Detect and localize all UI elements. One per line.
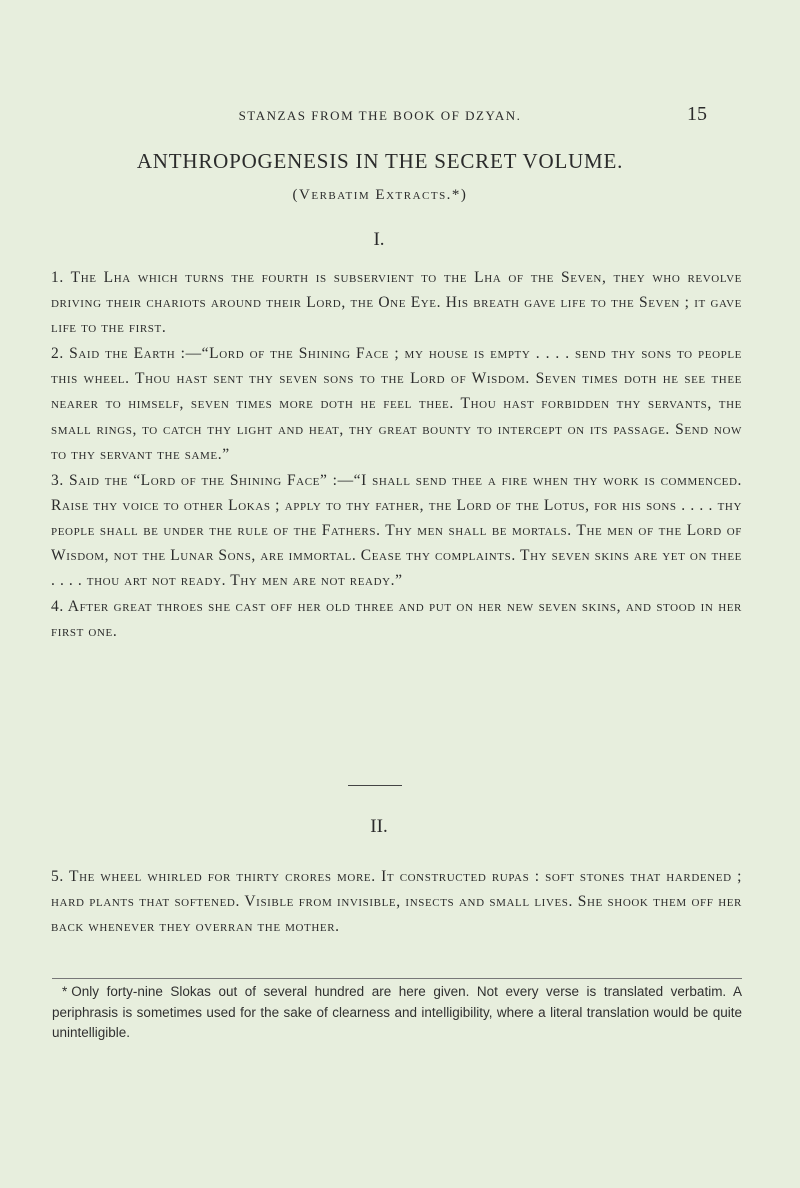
section-numeral-1: I. [373,229,385,250]
chapter-title: ANTHROPOGENESIS IN THE SECRET VOLUME. [136,149,624,173]
chapter-subtitle: (Verbatim Extracts.*) [292,187,468,203]
section-divider [348,785,402,786]
page-number: 15 [687,103,707,125]
section-2-text [51,864,742,939]
stanza-2: 2. Said the Earth :—“Lord of the Shining Face ; my house is empty . . . . send thy sons to people this wheel. Thou hast sent thy seven sons to the Lord of Wisdom. Seven times doth he see thee nearer to himself, seven times more doth he feel thee. Thou hast forbidden thy servants, the small rings, to catch thy light and heat, thy great bounty to intercept on its passage. Send now to thy servant the same.” [51,345,742,463]
footnote-marker: * [62,984,68,999]
footnote-text: Only forty-nine Slokas out of several hundred are here given. Not every verse is translated verbatim. A periphrasis is sometimes used for the sake of clearness and intelligibility, where a literal translation would be quite unintelligible. [52,984,742,1040]
stanza-3: 3. Said the “Lord of the Shining Face” :—“I shall send thee a fire when thy work is commenced. Raise thy voice to other Lokas ; apply to thy father, the Lord of the Lotus, for his sons . . . . thy people shall be under the rule of the Fathers. Thy men shall be mortals. The men of the Lord of Wisdom, not the Lunar Sons, are immortal. Cease thy complaints. Thy seven skins are yet on thee . . . . thou art not ready. Thy men are not ready.” [51,471,743,590]
section-1-text [51,265,742,644]
running-title: STANZAS FROM THE BOOK OF DZYAN. [238,108,522,123]
section-numeral-2: II. [370,816,388,837]
stanza-4: 4. After great throes she cast off her old three and put on her new seven skins, and stood in her first one. [51,598,742,641]
footnote-rule [52,978,742,979]
footnote [52,982,742,1044]
stanza-5: 5. The wheel whirled for thirty crores more. It constructed rupas : soft stones that hardened ; hard plants that softened. Visible from invisible, insects and small lives. She shook them off her back whenever they overran the mother. [51,868,742,936]
running-head [0,103,800,128]
stanza-1: 1. The Lha which turns the fourth is subservient to the Lha of the Seven, they who revolve driving their chariots around their Lord, the One Eye. His breath gave life to the Seven ; it gave life to the first. [51,269,742,337]
